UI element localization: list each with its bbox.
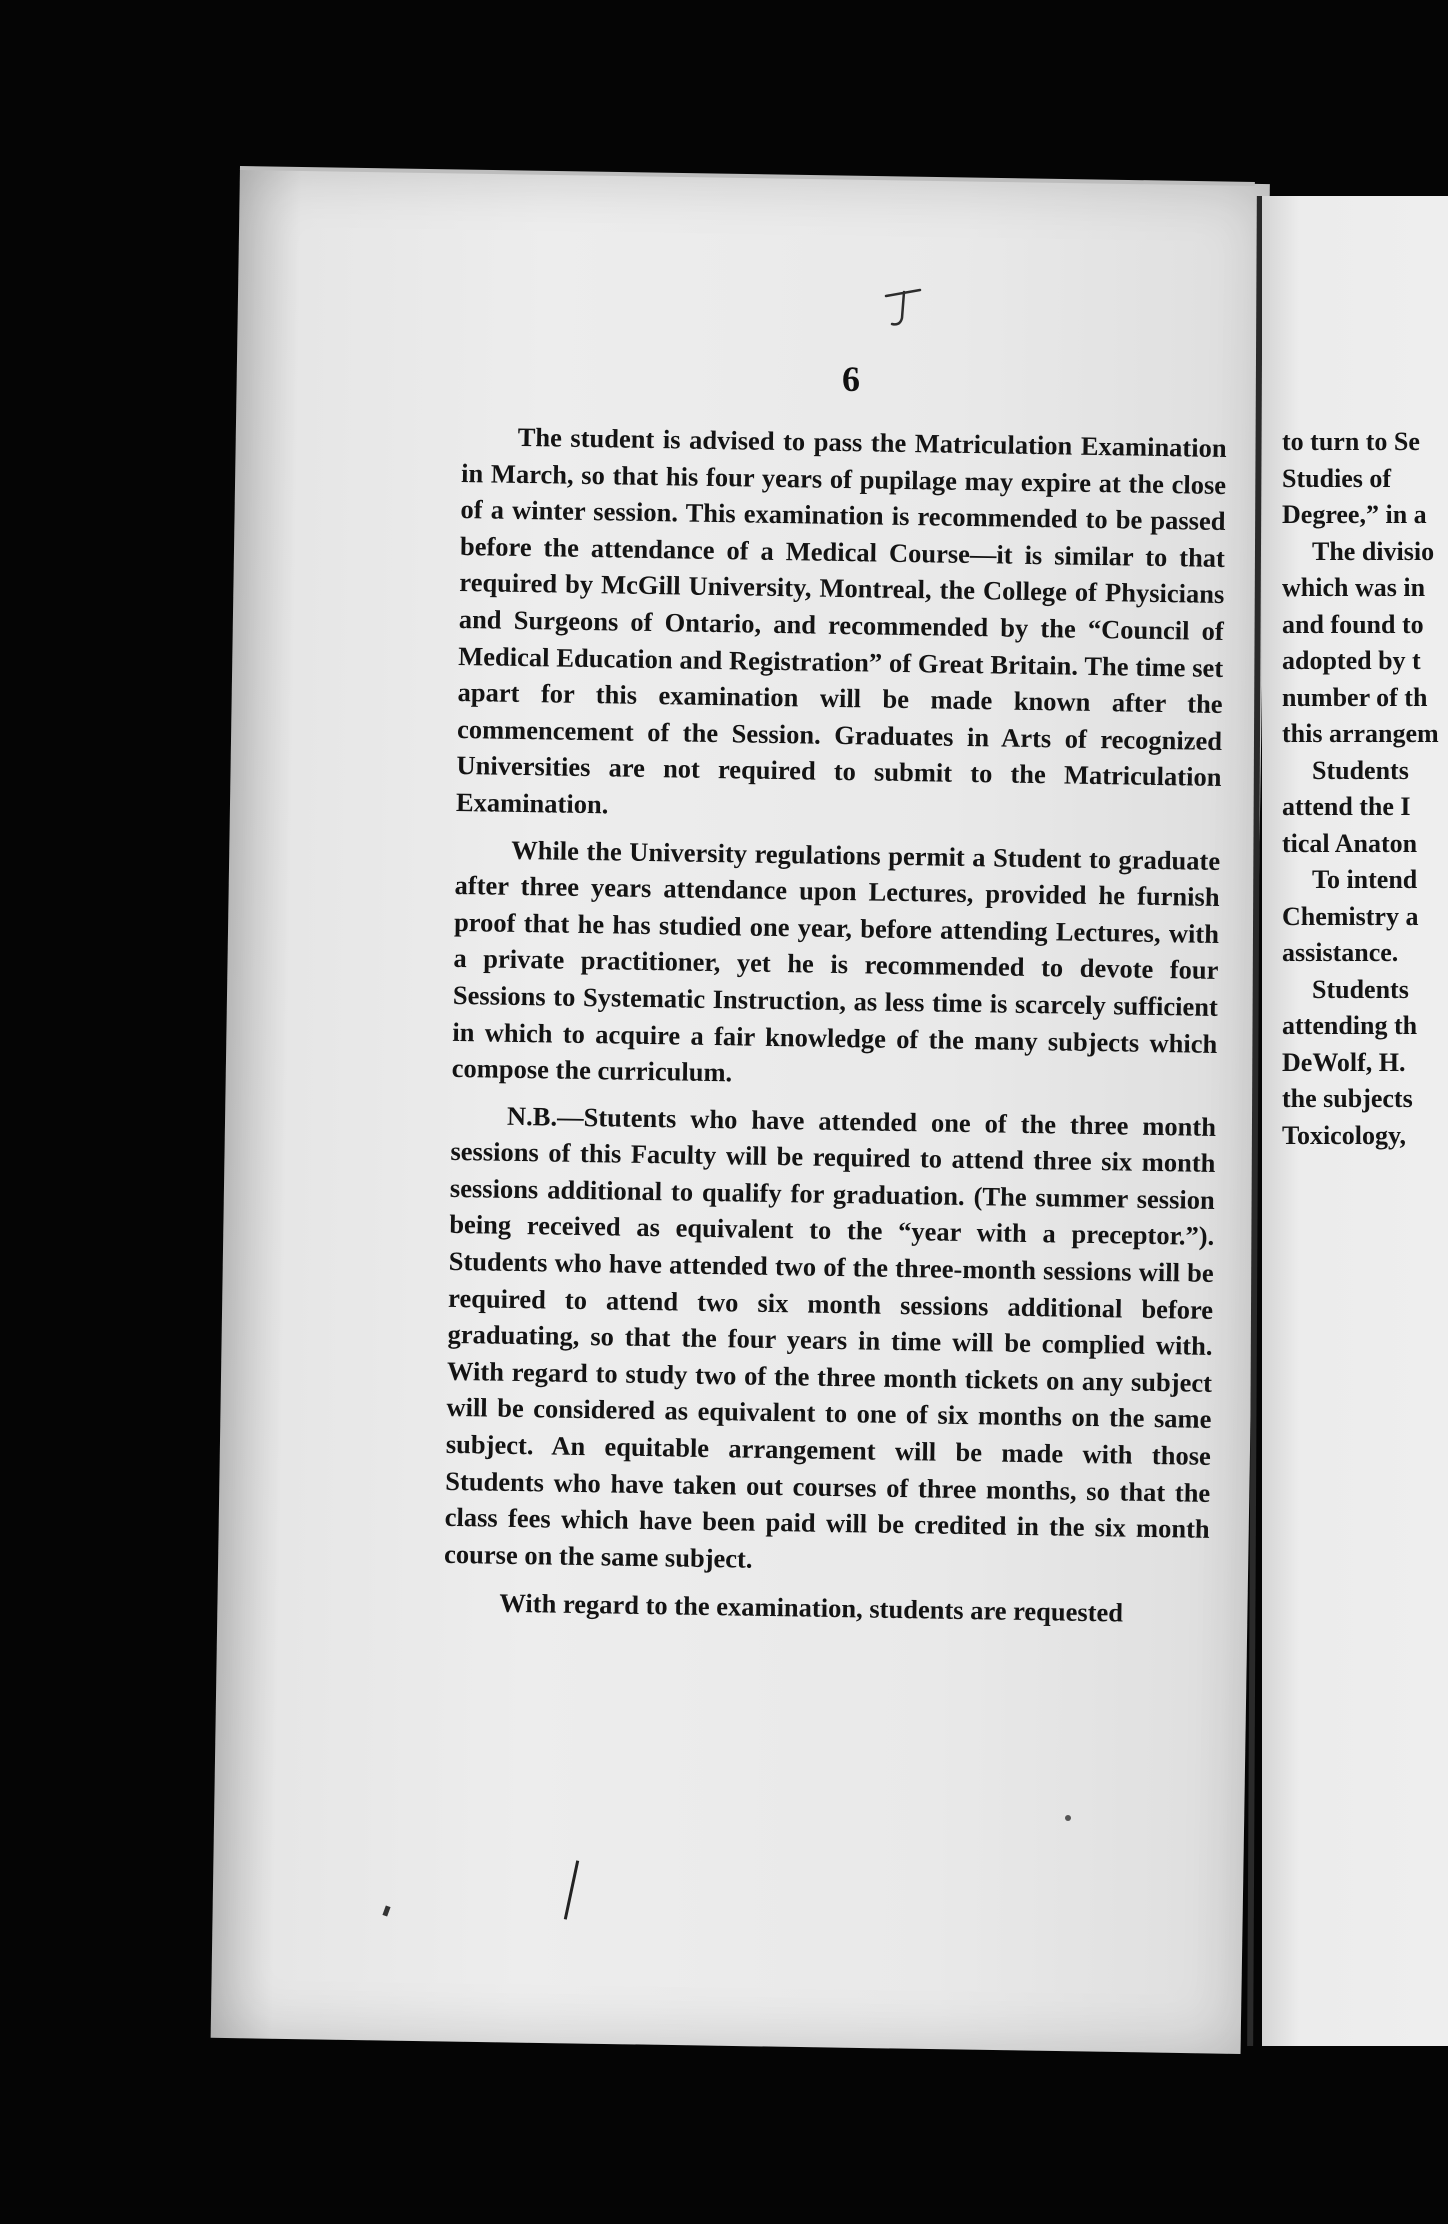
right-line: Students	[1312, 755, 1409, 785]
page-number: 6	[842, 359, 860, 399]
right-line: which was in	[1282, 573, 1426, 602]
right-line: Students	[1312, 974, 1409, 1004]
ink-spot	[1065, 1815, 1071, 1821]
right-line: attending th	[1282, 1011, 1418, 1040]
right-line: attend the I	[1282, 792, 1411, 821]
right-line: adopted by t	[1282, 646, 1421, 675]
right-line: to turn to Se	[1282, 427, 1420, 456]
right-line: Studies of	[1282, 463, 1392, 493]
right-line: and found to	[1282, 609, 1424, 639]
right-line: Toxicology,	[1282, 1120, 1407, 1150]
right-line: DeWolf, H.	[1282, 1047, 1406, 1077]
body-text	[443, 418, 1227, 1643]
right-line: assistance.	[1282, 938, 1399, 967]
handwritten-mark	[878, 282, 928, 332]
paragraph-regulations: While the University regulations permit a Student to graduate after three years attendance upon Lectures, provided he furnish proof that he has studied one year, before attending Lectures, with a private practitioner, yet he is recommended to devote four Sessions to Systematic Instruction, as less time is scarcely sufficient in which to acquire a fair knowledge of the many subjects which compose the curriculum.	[451, 834, 1221, 1088]
paragraph-examination: With regard to the examination, students are requested	[499, 1588, 1124, 1628]
right-line: this arrangem	[1282, 719, 1439, 748]
right-line: Chemistry a	[1282, 901, 1419, 931]
right-line: Degree,” in a	[1282, 500, 1427, 529]
right-line: To intend	[1312, 865, 1418, 894]
right-line: number of th	[1282, 682, 1428, 712]
right-line: the subjects	[1282, 1084, 1413, 1113]
paragraph-nota-bene: N.B.—Stutents who have attended one of the three month sessions of this Faculty will be required to attend three six month sessions additional to qualify for graduation. (The summer session being received as equivalent to the “year with a preceptor.”). Students who have attended two of the three-month sessions will be required to attend two six month sessions additional before graduating, so that the four years in time will be complied with. With regard to study two of the three month tickets on any subject will be considered as equivalent to one of six months on the same subject. An equitable arrangement will be made with those Students who have taken out courses of three months, so that the class fees which have been paid will be credited in the six month course on the same subject.	[443, 1100, 1217, 1574]
right-line: The divisio	[1312, 536, 1435, 566]
right-page-fragment	[1262, 196, 1448, 2046]
right-line: tical Anaton	[1282, 828, 1418, 858]
right-page-lines	[1262, 424, 1439, 1154]
paragraph-matriculation: The student is advised to pass the Matriculation Examination in March, so that his four years of pupilage may expire at the close of a winter session. This examination is recommended to be passed before the attendance of a Medical Course—it is similar to that required by McGill University, Montreal, the College of Physicians and Surgeons of Ontario, and recommended by the “Council of Medical Education and Registration” of Great Britain. The time set apart for this examination will be made known after the commencement of the Session. Graduates in Arts of recognized Universities are not required to submit to the Matriculation Examination.	[455, 421, 1227, 820]
